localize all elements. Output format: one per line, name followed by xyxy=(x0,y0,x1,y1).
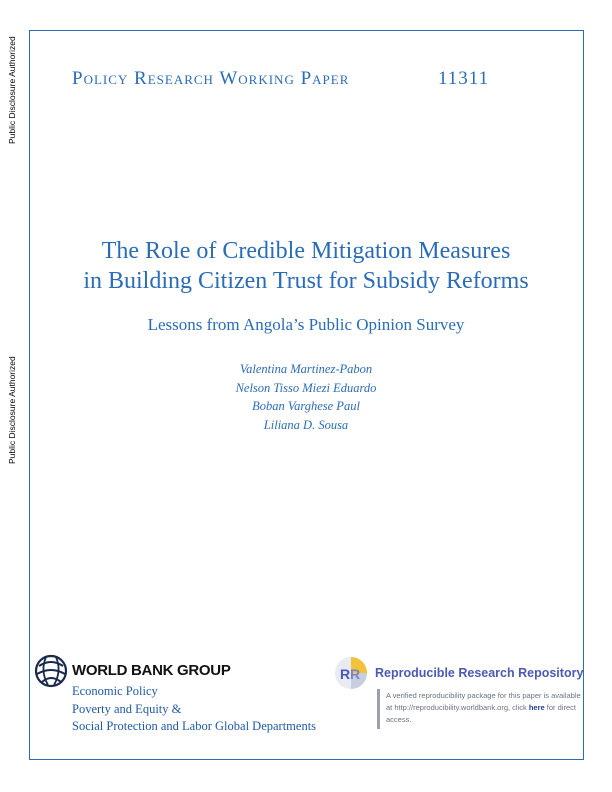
rrr-note-tail: for direct access. xyxy=(386,703,576,724)
paper-title xyxy=(40,236,572,296)
series-title: Policy Research Working Paper xyxy=(72,68,350,89)
rrr-here-link[interactable]: here xyxy=(528,703,545,712)
paper-number: 11311 xyxy=(438,68,490,89)
wbg-name: WORLD BANK GROUP xyxy=(72,662,231,679)
rrr-note-text: A verified reproducibility package for this paper is available at http://reproducibility.worldbank.org, click xyxy=(386,691,581,712)
departments xyxy=(72,683,316,736)
paper-subtitle: Lessons from Angola’s Public Opinion Survey xyxy=(147,315,465,334)
rr-icon xyxy=(334,656,368,690)
department-1: Economic Policy xyxy=(72,684,158,698)
author-list xyxy=(40,360,572,434)
author-4: Liliana D. Sousa xyxy=(263,417,349,432)
author-2: Nelson Tisso Miezi Eduardo xyxy=(235,380,377,395)
title-line-1: The Role of Credible Mitigation Measures xyxy=(101,238,511,264)
rrr-name: Reproducible Research Repository xyxy=(375,666,584,680)
svg-text:R: R xyxy=(350,666,361,682)
department-2: Poverty and Equity & xyxy=(72,701,182,716)
author-1: Valentina Martinez-Pabon xyxy=(239,362,373,376)
department-3: Social Protection and Labor Global Departments xyxy=(72,719,317,733)
globe-icon xyxy=(34,654,68,688)
rrr-divider xyxy=(377,689,380,729)
svg-text:R: R xyxy=(340,666,351,682)
title-line-2: in Building Citizen Trust for Subsidy Reforms xyxy=(83,268,529,294)
disclosure-label-top: Public Disclosure Authorized xyxy=(7,36,17,144)
disclosure-label-middle: Public Disclosure Authorized xyxy=(7,356,17,464)
author-3: Boban Varghese Paul xyxy=(252,399,360,413)
rrr-note xyxy=(386,690,582,726)
